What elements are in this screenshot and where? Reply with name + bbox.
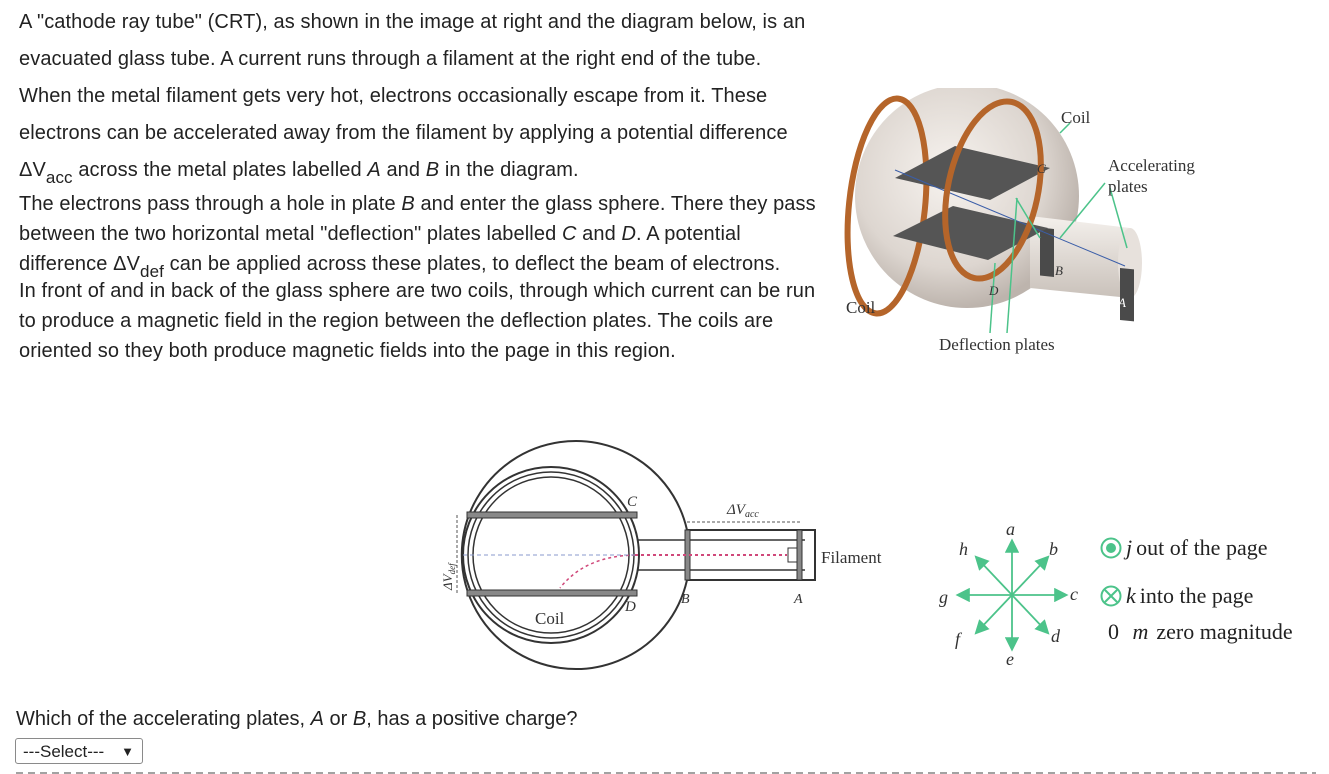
dropdown-arrow-icon: ▼ [121, 744, 134, 759]
plate-a-bar [797, 530, 802, 580]
plate-a-label: A [367, 159, 381, 181]
compass-label-h: h [959, 539, 968, 559]
intro-p2-c: . A potential difference [19, 223, 741, 275]
label-coil-left: Coil [846, 298, 876, 317]
intro-p1-b: across the metal plates labelled [72, 159, 368, 181]
question-or: or [323, 708, 353, 730]
question-plate-b: B [352, 708, 367, 730]
legend-row-out-of-page [1100, 535, 1267, 561]
compass-label-a: a [1006, 519, 1015, 539]
crt-photo-illustration [835, 88, 1230, 358]
question-text-b: , has a positive charge? [366, 708, 578, 730]
intro-p2-b: and enter the glass sphere. There they pass between the two horizontal metal "deflection" plates labelled [19, 193, 816, 245]
intro-p1-a: A "cathode ray tube" (CRT), as shown in the image at right and the diagram below, is an evacuated glass tube. A current runs through a filament at the right end of the tube. When the metal filament gets very hot, electrons occasionally escape from it. These electrons can be accelerated away from the filament by applying a potential difference [19, 11, 806, 144]
intro-paragraph-3: In front of and in back of the glass sphere are two coils, through which current can be run to produce a magnetic field in the region between the deflection plates. The coils are oriented so they both produce magnetic fields into the page in this region. [19, 280, 816, 362]
intro-p2-d: can be applied across these plates, to deflect the beam of electrons. [163, 253, 781, 275]
legend-j-text: out of the page [1136, 535, 1268, 560]
diagram-label-d: D [625, 599, 636, 615]
legend-k-text: into the page [1139, 583, 1254, 608]
label-photo-c: C [1037, 161, 1046, 176]
label-photo-b: B [1055, 263, 1063, 278]
legend-k-letter: k [1126, 583, 1136, 608]
arrow-b [1012, 558, 1047, 595]
plate-b-label: B [425, 159, 440, 181]
intro-p1-c: in the diagram. [439, 159, 579, 181]
compass-label-b: b [1049, 539, 1058, 559]
select-value: ---Select--- [23, 742, 105, 761]
arrow-d [1012, 595, 1047, 632]
delta-v-symbol: ΔV [113, 253, 141, 275]
diagram-label-c: C [627, 494, 638, 510]
legend-zero-symbol: 0 [1108, 619, 1119, 644]
out-of-page-icon [1100, 537, 1122, 559]
compass-label-d: d [1051, 626, 1060, 646]
compass-label-c: c [1070, 584, 1078, 604]
next-line-cutoff [16, 768, 1316, 774]
direction-compass [925, 515, 1095, 670]
intro-p2-a: The electrons pass through a hole in plate [19, 193, 402, 215]
question-plate-a: A [310, 708, 324, 730]
intro-and-2: and [576, 223, 622, 245]
diagram-label-a: A [794, 592, 803, 607]
deflection-plate-d-bar [467, 590, 637, 596]
label-photo-d: D [989, 283, 999, 298]
question-text [16, 708, 577, 731]
compass-label-f: f [955, 629, 961, 649]
compass-label-e: e [1006, 649, 1014, 669]
label-coil-top: Coil [1061, 108, 1091, 127]
into-page-icon [1100, 585, 1122, 607]
legend-row-zero [1108, 619, 1293, 645]
intro-paragraph-2 [19, 189, 819, 280]
question-text-a: Which of the accelerating plates, [16, 708, 311, 730]
label-deflection-plates: Deflection plates [939, 335, 1055, 354]
diagram-label-b: B [681, 592, 690, 607]
diagram-label-coil: Coil [535, 609, 565, 628]
answer-select-dropdown[interactable] [15, 738, 143, 764]
arrow-h [977, 558, 1012, 595]
plate-d-label: D [621, 223, 637, 245]
intro-and-1: and [380, 159, 426, 181]
legend-row-into-page [1100, 583, 1253, 609]
def-subscript: def [140, 262, 164, 281]
plate-c-label: C [561, 223, 577, 245]
label-accelerating: Accelerating [1108, 156, 1195, 175]
intro-text [19, 4, 819, 366]
crt-schematic-diagram [425, 438, 895, 673]
delta-v-symbol: ΔV [19, 159, 46, 181]
legend-j-letter: j [1126, 535, 1133, 560]
diagram-label-dv-acc: $\Delta V_{acc}$ [727, 502, 759, 520]
deflection-plate-c-bar [467, 512, 637, 518]
intro-paragraph-1 [19, 4, 819, 189]
label-photo-a: A [1118, 295, 1126, 310]
arrow-f [977, 595, 1012, 632]
plate-b-label: B [401, 193, 415, 215]
compass-label-g: g [939, 587, 948, 607]
legend-m-text: zero magnitude [1156, 619, 1293, 644]
legend-m-letter: m [1132, 619, 1149, 644]
diagram-label-dv-def: $\Delta V_{def}$ [440, 563, 457, 590]
label-plates: plates [1108, 177, 1148, 196]
direction-legend [1100, 530, 1325, 650]
filament-box [788, 548, 797, 562]
diagram-label-filament: Filament [821, 548, 882, 567]
acc-subscript: acc [45, 168, 73, 187]
